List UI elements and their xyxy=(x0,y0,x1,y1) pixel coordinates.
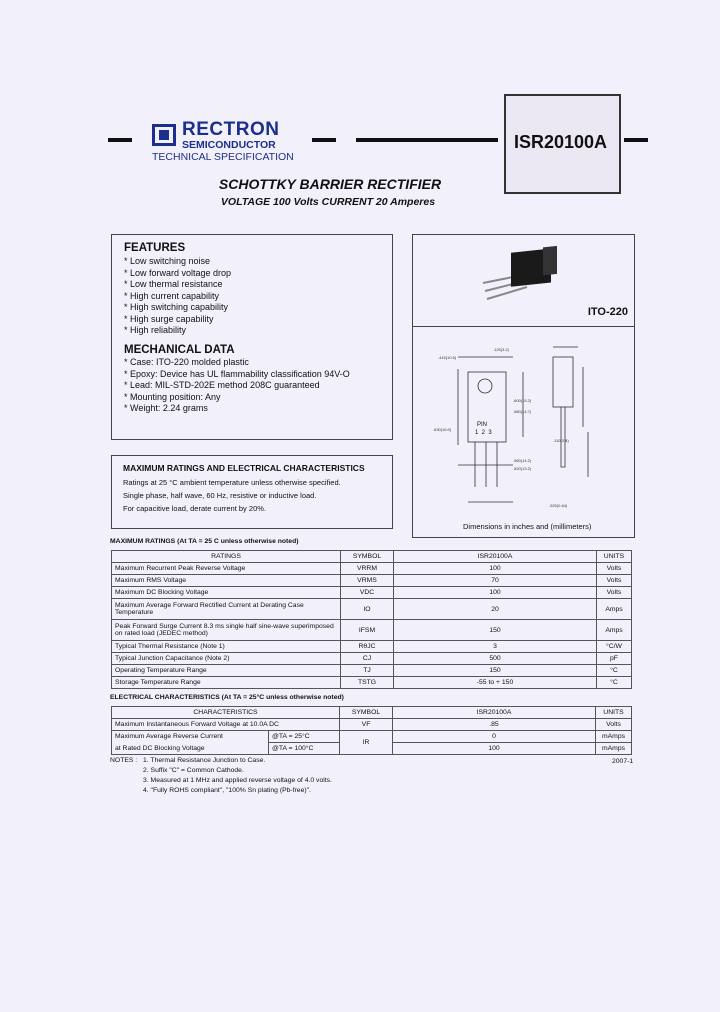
cell: Volts xyxy=(597,587,632,599)
cell: 3 xyxy=(394,641,597,653)
cell: Volts xyxy=(597,575,632,587)
brand-tagline: TECHNICAL SPECIFICATION xyxy=(152,151,294,163)
cell: mAmps xyxy=(596,731,632,743)
svg-text:.025(0.64): .025(0.64) xyxy=(549,503,568,508)
cell: VDC xyxy=(341,587,394,599)
cell: Amps xyxy=(597,599,632,620)
table-row xyxy=(112,563,632,575)
cell: °C/W xyxy=(597,641,632,653)
table-header-row xyxy=(112,707,632,719)
page-title: SCHOTTKY BARRIER RECTIFIER xyxy=(218,176,442,192)
svg-text:.580(14.7): .580(14.7) xyxy=(513,409,532,414)
pin-label: PIN xyxy=(477,422,488,428)
note-item: 4. "Fully ROHS compliant", "100% Sn plating (Pb-free)". xyxy=(143,787,311,794)
table-row xyxy=(112,677,632,689)
cell: CJ xyxy=(341,653,394,665)
col-header: SYMBOL xyxy=(341,551,394,563)
header-rule-mid xyxy=(312,138,336,142)
cell: Typical Junction Capacitance (Note 2) xyxy=(112,653,341,665)
cell: °C xyxy=(597,665,632,677)
cell: °C xyxy=(597,677,632,689)
cell: 100 xyxy=(394,587,597,599)
header-rule-left xyxy=(108,138,132,142)
table-row xyxy=(112,620,632,641)
table-row xyxy=(112,731,632,743)
brand-name: RECTRON xyxy=(182,119,280,140)
cell: VRMS xyxy=(341,575,394,587)
brand-subtitle: SEMICONDUCTOR xyxy=(182,139,276,151)
cell: 150 xyxy=(394,620,597,641)
table-row xyxy=(112,641,632,653)
max-ratings-table xyxy=(111,550,632,689)
cell: Amps xyxy=(597,620,632,641)
max-ratings-caption: MAXIMUM RATINGS (At TA = 25 C unless otherwise noted) xyxy=(110,538,299,545)
svg-text:.600(15.2): .600(15.2) xyxy=(513,398,532,403)
ratings-info-box xyxy=(111,455,393,529)
cell: TJ xyxy=(341,665,394,677)
cell: 150 xyxy=(394,665,597,677)
cell: Volts xyxy=(597,563,632,575)
list-item: * Lead: MIL-STD-202E method 208C guaranteed xyxy=(124,380,320,390)
electrical-caption: ELECTRICAL CHARACTERISTICS (At TA = 25°C unless otherwise noted) xyxy=(110,694,344,701)
cell: RθJC xyxy=(341,641,394,653)
revision-date: 2007-1 xyxy=(612,758,634,765)
col-header: ISR20100A xyxy=(394,551,597,563)
cell: VF xyxy=(340,719,393,731)
cell: pF xyxy=(597,653,632,665)
cell: 500 xyxy=(394,653,597,665)
cell: Maximum Instantaneous Forward Voltage at 10.0A DC xyxy=(112,719,340,731)
cell: TSTG xyxy=(341,677,394,689)
svg-text:.630(16.0): .630(16.0) xyxy=(433,427,452,432)
cell: Storage Temperature Range xyxy=(112,677,341,689)
cell: Operating Temperature Range xyxy=(112,665,341,677)
cell: IR xyxy=(340,731,393,755)
dimensions-caption: Dimensions in inches and (millimeters) xyxy=(463,522,592,531)
svg-text:.560(14.2): .560(14.2) xyxy=(513,458,532,463)
header-rule-far-right xyxy=(624,138,648,142)
table-row xyxy=(112,653,632,665)
col-header: UNITS xyxy=(597,551,632,563)
features-list xyxy=(124,256,231,337)
list-item: * Case: ITO-220 molded plastic xyxy=(124,357,249,367)
cell: 100 xyxy=(394,563,597,575)
cell: @TA = 100°C xyxy=(269,743,340,755)
list-item: * High switching capability xyxy=(124,302,229,312)
pin-numbers: 1 2 3 xyxy=(475,430,492,436)
cell: Maximum Average Forward Rectified Current at Derating Case Temperature xyxy=(112,599,341,620)
table-header-row xyxy=(112,551,632,563)
note-item: 2. Suffix "C" = Common Cathode. xyxy=(143,767,244,774)
mechanical-list xyxy=(124,357,350,415)
cell: IO xyxy=(341,599,394,620)
package-panel xyxy=(412,234,635,538)
features-heading: FEATURES xyxy=(124,242,186,254)
cell: VRRM xyxy=(341,563,394,575)
features-box xyxy=(111,234,393,440)
cell: Maximum Recurrent Peak Reverse Voltage xyxy=(112,563,341,575)
cell: 70 xyxy=(394,575,597,587)
cell: at Rated DC Blocking Voltage xyxy=(112,743,269,755)
table-row xyxy=(112,665,632,677)
rectron-logo-icon xyxy=(152,124,176,146)
table-row xyxy=(112,587,632,599)
list-item: * Low thermal resistance xyxy=(124,279,223,289)
electrical-table xyxy=(111,706,632,755)
list-item: * High current capability xyxy=(124,290,220,301)
list-item: * High surge capability xyxy=(124,313,214,324)
ratings-info-heading: MAXIMUM RATINGS AND ELECTRICAL CHARACTERISTICS xyxy=(123,463,365,473)
cell: Volts xyxy=(596,719,632,731)
col-header: SYMBOL xyxy=(340,707,393,719)
col-header: ISR20100A xyxy=(393,707,596,719)
col-header: CHARACTERISTICS xyxy=(112,707,340,719)
cell: 20 xyxy=(394,599,597,620)
svg-text:.415(10.5): .415(10.5) xyxy=(438,355,457,360)
cell: Maximum DC Blocking Voltage xyxy=(112,587,341,599)
col-header: RATINGS xyxy=(112,551,341,563)
ratings-info-line: Single phase, half wave, 60 Hz, resistive or inductive load. xyxy=(123,491,317,500)
table-row xyxy=(112,575,632,587)
cell: Maximum Average Reverse Current xyxy=(112,731,269,743)
note-item: 1. Thermal Resistance Junction to Case. xyxy=(143,757,266,764)
notes-label: NOTES : xyxy=(110,757,138,764)
svg-text:.520(13.2): .520(13.2) xyxy=(513,466,532,471)
header-rule-right xyxy=(356,138,498,142)
cell: mAmps xyxy=(596,743,632,755)
col-header: UNITS xyxy=(596,707,632,719)
ratings-info-line: Ratings at 25 °C ambient temperature unless otherwise specified. xyxy=(123,478,341,487)
cell: IFSM xyxy=(341,620,394,641)
cell: @TA = 25°C xyxy=(269,731,340,743)
package-name: ITO-220 xyxy=(587,306,628,318)
cell: Peak Forward Surge Current 8.3 ms single half sine-wave superimposed on rated load (JEDEC method) xyxy=(112,620,341,641)
cell: -55 to + 150 xyxy=(394,677,597,689)
part-number: ISR20100A xyxy=(514,132,608,152)
list-item: * Low forward voltage drop xyxy=(124,267,232,278)
package-outline-drawing xyxy=(413,327,634,537)
cell: 0 xyxy=(393,731,596,743)
mechanical-heading: MECHANICAL DATA xyxy=(124,344,235,356)
table-row xyxy=(112,719,632,731)
ratings-info-line: For capacitive load, derate current by 20%. xyxy=(123,504,266,513)
table-row xyxy=(112,599,632,620)
svg-text:.110(2.8): .110(2.8) xyxy=(553,438,569,443)
svg-text:.125(3.2): .125(3.2) xyxy=(493,347,510,352)
cell: Typical Thermal Resistance (Note 1) xyxy=(112,641,341,653)
cell: Maximum RMS Voltage xyxy=(112,575,341,587)
list-item: * Epoxy: Device has UL flammability classification 94V-O xyxy=(124,368,350,379)
note-item: 3. Measured at 1 MHz and applied reverse voltage of 4.0 volts. xyxy=(143,777,332,784)
list-item: * Low switching noise xyxy=(124,256,211,266)
list-item: * High reliability xyxy=(124,325,187,335)
cell: .85 xyxy=(393,719,596,731)
list-item: * Mounting position: Any xyxy=(124,391,221,402)
cell: 100 xyxy=(393,743,596,755)
list-item: * Weight: 2.24 grams xyxy=(124,403,208,413)
page-subtitle: VOLTAGE 100 Volts CURRENT 20 Amperes xyxy=(220,196,436,208)
